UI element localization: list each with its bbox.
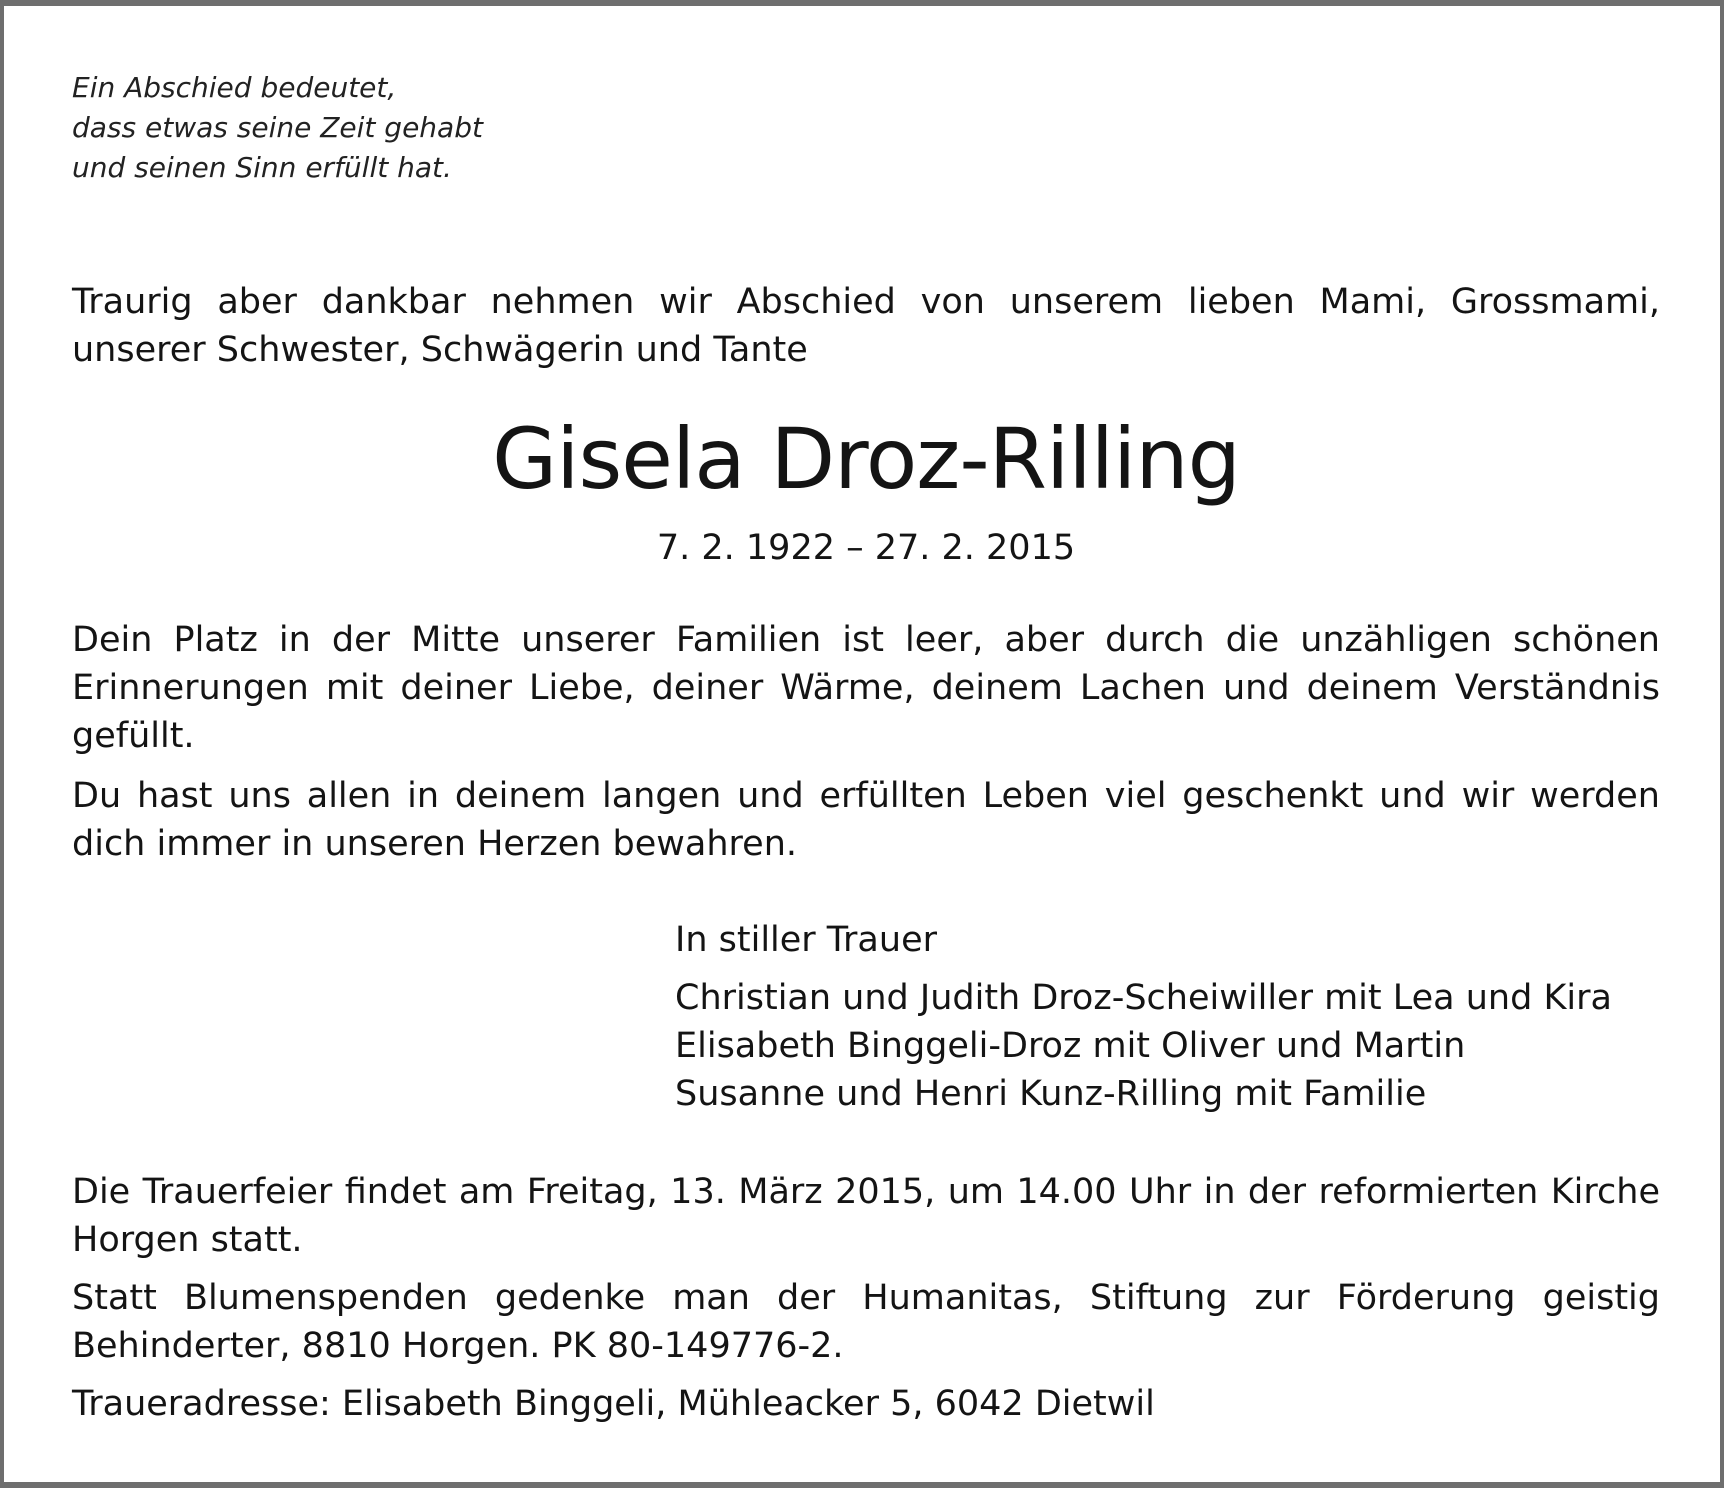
intro-text: Traurig aber dankbar nehmen wir Abschied von unserem lieben Mami, Grossmami, unserer Schwester, Schwägerin und Tante (72, 282, 1660, 370)
mourner-name: Christian und Judith Droz-Scheiwiller mit Lea und Kira (675, 978, 1612, 1018)
life-dates: 7. 2. 1922 – 27. 2. 2015 (656, 528, 1076, 568)
mourner-name: Susanne und Henri Kunz-Rilling mit Familie (675, 1074, 1427, 1114)
tribute-paragraph: Du hast uns allen in deinem langen und erfüllten Leben viel geschenkt und wir werden dich immer in unseren Herzen bewahren. (72, 776, 1660, 864)
mourner-name: Elisabeth Binggeli-Droz mit Oliver und Martin (675, 1026, 1466, 1066)
motto-line: und seinen Sinn erfüllt hat. (72, 151, 452, 184)
mourners-block (675, 916, 1612, 1118)
donation-notice: Statt Blumenspenden gedenke man der Humanitas, Stiftung zur Förderung geistig Behinderter, 8810 Horgen. PK 80-149776-2. (72, 1278, 1660, 1366)
deceased-name: Gisela Droz-Rilling (492, 410, 1240, 508)
motto-line: dass etwas seine Zeit gehabt (72, 111, 483, 144)
tribute-paragraph: Dein Platz in der Mitte unserer Familien ist leer, aber durch die unzähligen schönen Erinnerungen mit deiner Liebe, deiner Wärme, deinem Lachen und deinem Verständnis gefüllt. (72, 620, 1660, 756)
mourners-label: In stiller Trauer (675, 920, 937, 960)
motto-line: Ein Abschied bedeutet, (72, 71, 397, 104)
motto-quote (72, 68, 483, 188)
funeral-notice: Die Trauerfeier findet am Freitag, 13. März 2015, um 14.00 Uhr in der reformierten Kirche Horgen statt. (72, 1172, 1660, 1260)
mourning-address: Traueradresse: Elisabeth Binggeli, Mühleacker 5, 6042 Dietwil (72, 1384, 1155, 1424)
